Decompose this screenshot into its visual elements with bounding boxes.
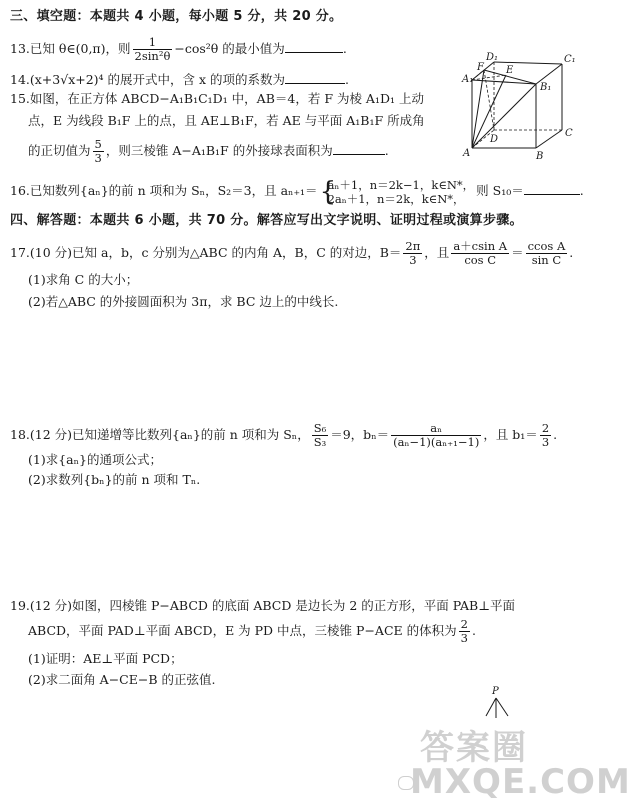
- q18-text-a: 18.(12 分)已知递增等比数列{aₙ}的前 n 项和为 Sₙ，: [10, 427, 310, 442]
- q15-period: .: [384, 143, 389, 158]
- q15-line-2: 点，E 为线段 B₁F 上的点，且 AE⊥B₁F，若 AE 与平面 A₁B₁F 所成角: [28, 113, 425, 128]
- q13-answer-blank[interactable]: [285, 39, 343, 53]
- q16-answer-blank[interactable]: [524, 181, 580, 195]
- label-B1: B₁: [540, 82, 552, 93]
- q17-text-a: 17.(10 分)已知 a，b，c 分别为△ABC 的内角 A，B，C 的对边，B＝: [10, 245, 402, 260]
- q14-period: .: [345, 72, 350, 87]
- label-E: E: [506, 65, 514, 76]
- segment-AE: [472, 75, 506, 148]
- q18-period: .: [553, 427, 558, 442]
- question-16: [10, 176, 584, 206]
- q17-f2-den: cos C: [464, 253, 497, 267]
- q18-text-b: ＝9，bₙ＝: [330, 427, 390, 442]
- q16-text-b: 则 S₁₀＝: [476, 183, 524, 198]
- pyramid-figure: [482, 684, 522, 724]
- q17-period: .: [569, 245, 574, 260]
- q17-f1-num: 2π: [405, 239, 421, 253]
- q15-text-a: 的正切值为: [28, 143, 91, 158]
- label-F: F: [477, 62, 484, 73]
- label-B: B: [536, 151, 544, 162]
- q16-case-1: aₙ＋1，n＝2k−1，k∈N*，: [327, 177, 475, 192]
- q18-f3-num: 2: [541, 421, 550, 435]
- label-D: D: [490, 134, 499, 145]
- q17-f3-num: ccos A: [527, 239, 566, 253]
- q18-f1-den: S₃: [313, 435, 327, 449]
- q17-part-2: (2)若△ABC 的外接圆面积为 3π，求 BC 边上的中线长.: [28, 294, 339, 309]
- q18-frac-bn: [391, 422, 481, 449]
- q19-frac-num: 2: [460, 617, 468, 631]
- cube-figure: [462, 50, 582, 162]
- label-C: C: [565, 128, 573, 139]
- label-C1: C₁: [564, 54, 576, 65]
- q13-frac-den: 2sin²θ: [134, 49, 171, 63]
- q13-frac-num: 1: [133, 36, 173, 50]
- q17-frac-right: [526, 240, 568, 267]
- q16-period: .: [579, 183, 584, 198]
- q14-text: 14.(x+3√x+2)⁴ 的展开式中，含 x 的项的系数为: [10, 72, 286, 87]
- q19-text-a: ABCD，平面 PAD⊥平面 ABCD，E 为 PD 中点，三棱锥 P−ACE 的体积为: [28, 623, 457, 638]
- q19-part-1: (1)证明：AE⊥平面 PCD；: [28, 651, 183, 666]
- section-heading-solutions: 四、解答题：本题共 6 小题，共 70 分。解答应写出文字说明、证明过程或演算步骤。: [10, 213, 523, 228]
- q18-part-1: (1)求{aₙ}的通项公式；: [28, 452, 162, 467]
- label-P: P: [492, 686, 499, 697]
- q17-text-b: ，且: [424, 245, 450, 260]
- q18-f1-num: S₆: [313, 421, 327, 435]
- q17-f3-den: sin C: [531, 253, 562, 267]
- pyramid-edge-1: [486, 698, 496, 716]
- q19-line-1: 19.(12 分)如图，四棱锥 P−ABCD 的底面 ABCD 是边长为 2 的正方形，平面 PAB⊥平面: [10, 598, 515, 613]
- section-heading-fill-blank: 三、填空题：本题共 4 小题，每小题 5 分，共 20 分。: [10, 9, 343, 24]
- question-14: [10, 70, 349, 88]
- q18-f3-den: 3: [541, 435, 550, 449]
- question-17: [10, 238, 573, 268]
- q16-piecewise: [320, 178, 475, 206]
- q16-case-2: 2aₙ＋1，n＝2k，k∈N*，: [327, 191, 465, 206]
- q15-answer-blank[interactable]: [333, 141, 385, 155]
- q13-period: .: [342, 41, 347, 56]
- question-13: [10, 36, 347, 63]
- q18-frac-S: [312, 422, 329, 449]
- q18-frac-b1: [540, 422, 551, 449]
- q13-text-a: 13.已知 θ∈(0,π)，则: [10, 41, 131, 56]
- q19-frac-den: 3: [460, 631, 468, 645]
- watermark-bottom: MXQE.COM: [410, 762, 631, 802]
- q17-f2-num: a＋csin A: [453, 239, 508, 253]
- segment-AB1: [472, 84, 536, 148]
- q15-frac-den: 3: [94, 151, 102, 165]
- q15-fraction: [93, 138, 104, 165]
- q17-frac-B: [403, 240, 422, 267]
- hidden-FD: [484, 70, 494, 130]
- q18-part-2: (2)求数列{bₙ}的前 n 项和 Tₙ.: [28, 472, 201, 487]
- q17-equals: ＝: [511, 245, 524, 260]
- q14-answer-blank[interactable]: [285, 70, 345, 84]
- wechat-icon: [398, 776, 414, 790]
- q17-frac-left: [451, 240, 509, 267]
- q15-frac-num: 5: [94, 137, 102, 151]
- edge-B1C1: [536, 64, 562, 84]
- q19-frac-volume: [459, 618, 470, 645]
- edge-D1C1: [494, 62, 562, 64]
- q13-fraction: [133, 36, 173, 63]
- label-A1: A₁: [462, 74, 474, 85]
- label-D1: D₁: [486, 52, 499, 63]
- q18-text-c: ，且 b₁＝: [483, 427, 538, 442]
- q19-part-2: (2)求二面角 A−CE−B 的正弦值.: [28, 672, 216, 687]
- q15-line-1: 15.如图，在正方体 ABCD−A₁B₁C₁D₁ 中，AB＝4，若 F 为棱 A₁D₁ 上动: [10, 91, 424, 106]
- edge-BC: [536, 130, 562, 148]
- q19-line-2: [28, 616, 476, 646]
- q16-text-a: 16.已知数列{aₙ}的前 n 项和为 Sₙ，S₂＝3，且 aₙ₊₁＝: [10, 183, 318, 198]
- label-A: A: [463, 148, 471, 159]
- q19-period: .: [471, 623, 476, 638]
- q18-f2-den: (aₙ−1)(aₙ₊₁−1): [393, 435, 480, 449]
- q13-text-b: −cos²θ 的最小值为: [174, 41, 285, 56]
- q17-part-1: (1)求角 C 的大小；: [28, 272, 139, 287]
- q18-f2-num: aₙ: [391, 422, 481, 436]
- q15-text-b: ，则三棱锥 A−A₁B₁F 的外接球表面积为: [105, 143, 333, 158]
- watermark-top: 答案圈: [420, 728, 528, 768]
- q17-f1-den: 3: [409, 253, 417, 267]
- q15-line-3: [28, 138, 389, 165]
- q16-brace: {: [319, 176, 337, 207]
- question-18: [10, 420, 557, 450]
- pyramid-edge-2: [496, 698, 508, 716]
